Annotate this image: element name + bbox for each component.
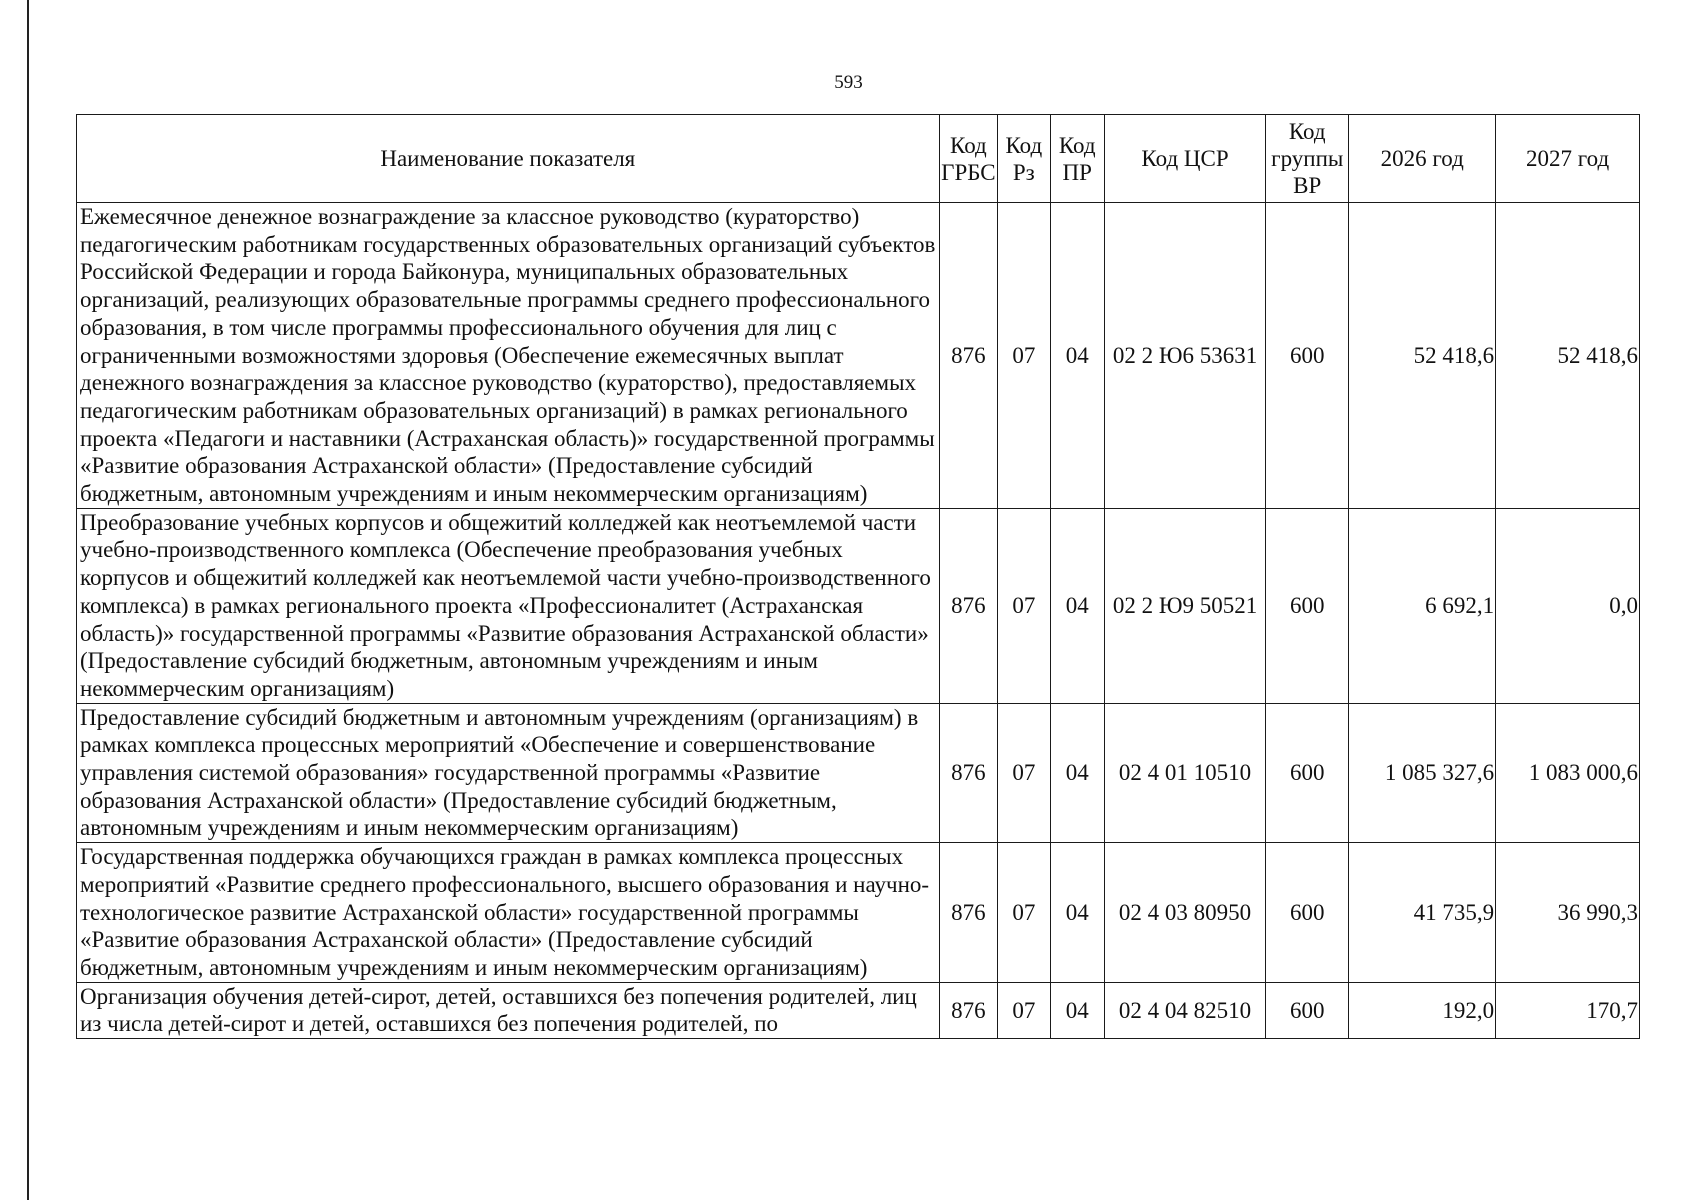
row-2026: 6 692,1 [1349, 508, 1496, 703]
page-number: 593 [834, 72, 863, 93]
row-name: Преобразование учебных корпусов и общежитий колледжей как неотъемлемой части учебно-производственного комплекса (Обеспечение преобразования учебных корпусов и общежитий колледжей как неотъемлемой части учебно-производственного комплекса) в рамках регионального проекта «Профессионалитет (Астраханская область)» государственной программы «Развитие образования Астраханской области» (Предоставление субсидий бюджетным, автономным учреждениям и иным некоммерческим организациям) [77, 508, 940, 703]
row-2027: 170,7 [1496, 982, 1640, 1038]
header-2027: 2027 год [1496, 115, 1640, 203]
header-pr-line-2: ПР [1062, 159, 1092, 185]
row-grbs: 876 [939, 982, 998, 1038]
row-2026: 41 735,9 [1349, 843, 1496, 983]
row-name: Предоставление субсидий бюджетным и автономным учреждениям (организациям) в рамках комплекса процессных мероприятий «Обеспечение и совершенствование управления системой образования» государственной программы «Развитие образования Астраханской области» (Предоставление субсидий бюджетным, автономным учреждениям и иным некоммерческим организациям) [77, 703, 940, 843]
row-vr: 600 [1266, 982, 1349, 1038]
row-grbs: 876 [939, 203, 998, 509]
row-csr: 02 2 Ю6 53631 [1104, 203, 1265, 509]
header-2026: 2026 год [1349, 115, 1496, 203]
row-vr: 600 [1266, 508, 1349, 703]
row-2026: 192,0 [1349, 982, 1496, 1038]
row-grbs: 876 [939, 843, 998, 983]
row-rz: 07 [998, 508, 1050, 703]
row-grbs: 876 [939, 508, 998, 703]
table-row [77, 982, 1640, 1038]
row-csr: 02 2 Ю9 50521 [1104, 508, 1265, 703]
row-2027: 0,0 [1496, 508, 1640, 703]
header-rz-line-1: Код [1005, 132, 1043, 158]
header-grbs [939, 115, 998, 203]
row-rz: 07 [998, 982, 1050, 1038]
header-pr [1050, 115, 1104, 203]
header-vr-line-1: Код [1288, 119, 1326, 144]
row-csr: 02 4 04 82510 [1104, 982, 1265, 1038]
row-2027: 52 418,6 [1496, 203, 1640, 509]
table-row [77, 203, 1640, 509]
header-vr-line-3: ВР [1293, 173, 1322, 198]
row-pr: 04 [1050, 982, 1104, 1038]
row-grbs: 876 [939, 703, 998, 843]
row-pr: 04 [1050, 203, 1104, 509]
header-pr-line-1: Код [1058, 132, 1096, 158]
row-name: Государственная поддержка обучающихся граждан в рамках комплекса процессных мероприятий «Развитие среднего профессионального, высшего образования и научно-технологическое развитие Астраханской области» государственной программы «Развитие образования Астраханской области» (Предоставление субсидий бюджетным, автономным учреждениям и иным некоммерческим организациям) [77, 843, 940, 983]
row-2027: 36 990,3 [1496, 843, 1640, 983]
header-csr: Код ЦСР [1104, 115, 1265, 203]
row-name: Организация обучения детей-сирот, детей, оставшихся без попечения родителей, лиц из числа детей-сирот и детей, оставшихся без попечения родителей, по [77, 982, 940, 1038]
table-row [77, 508, 1640, 703]
header-vr-line-2: группы [1271, 146, 1344, 171]
row-rz: 07 [998, 843, 1050, 983]
row-vr: 600 [1266, 203, 1349, 509]
header-rz-line-2: Рз [1012, 159, 1035, 185]
header-name: Наименование показателя [77, 115, 940, 203]
row-pr: 04 [1050, 843, 1104, 983]
row-rz: 07 [998, 203, 1050, 509]
row-pr: 04 [1050, 508, 1104, 703]
row-csr: 02 4 03 80950 [1104, 843, 1265, 983]
row-vr: 600 [1266, 843, 1349, 983]
table-row [77, 703, 1640, 843]
table-row [77, 843, 1640, 983]
row-2027: 1 083 000,6 [1496, 703, 1640, 843]
row-vr: 600 [1266, 703, 1349, 843]
row-pr: 04 [1050, 703, 1104, 843]
row-rz: 07 [998, 703, 1050, 843]
row-csr: 02 4 01 10510 [1104, 703, 1265, 843]
row-2026: 1 085 327,6 [1349, 703, 1496, 843]
header-vr [1266, 115, 1349, 203]
header-grbs-line-1: Код [950, 132, 987, 158]
binding-margin-line [27, 0, 29, 1200]
budget-table [76, 114, 1640, 1039]
row-name: Ежемесячное денежное вознаграждение за классное руководство (кураторство) педагогическим работникам государственных образовательных организаций субъектов Российской Федерации и города Байконура, муниципальных образовательных организаций, реализующих образовательные программы среднего профессионального образования, в том числе программы профессионального обучения для лиц с ограниченными возможностями здоровья (Обеспечение ежемесячных выплат денежного вознаграждения за классное руководство (кураторство), предоставляемых педагогическим работникам образовательных организаций) в рамках регионального проекта «Педагоги и наставники (Астраханская область)» государственной программы «Развитие образования Астраханской области» (Предоставление субсидий бюджетным, автономным учреждениям и иным некоммерческим организациям) [77, 203, 940, 509]
header-grbs-line-2: ГРБС [941, 159, 996, 185]
table-header-row [77, 115, 1640, 203]
row-2026: 52 418,6 [1349, 203, 1496, 509]
header-rz [998, 115, 1050, 203]
